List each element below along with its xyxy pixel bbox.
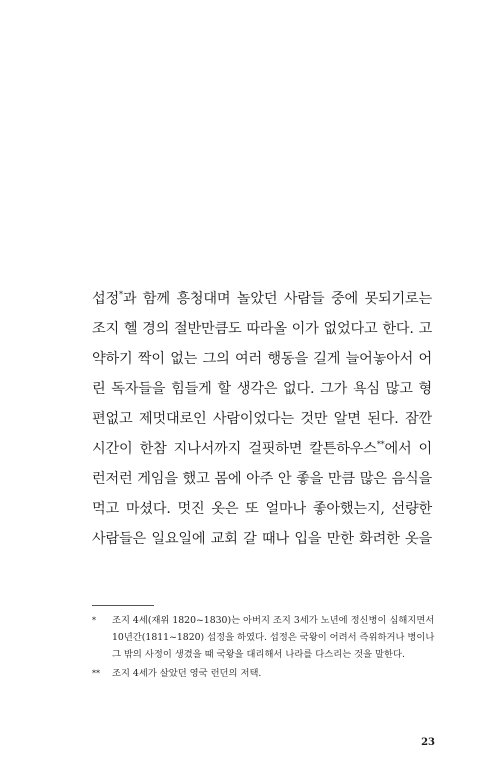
footnote-line: 10년간(1811~1820) 섭정을 하였다. 섭정은 국왕이 어려서 즉위하거나 병이나 [112,632,435,643]
footnote-line: 그 밖의 사정이 생겼을 때 국왕을 대리해서 나라를 다스리는 것을 말한다. [112,649,405,660]
footnote-line: 조지 4세가 살았던 영국 런던의 저택. [112,668,262,679]
footnote [92,665,432,682]
body-line: 조지 헬 경의 절반만큼도 따라올 이가 없었다고 한다. 고 [92,321,432,337]
footnotes [92,612,435,684]
footnote-marker: ** [92,669,100,678]
body-text [92,284,432,554]
footnote [92,612,435,663]
body-line: 린 독자들을 힘들게 할 생각은 없다. 그가 욕심 많고 형 [92,381,432,397]
body-line: 편없고 제멋대로인 사람이었다는 것만 알면 된다. 잠깐 [92,411,432,427]
footnote-divider [92,605,154,606]
page-number: 23 [421,737,435,748]
body-line: 약하기 짝이 없는 그의 여러 행동을 길게 늘어놓아서 어 [92,351,432,367]
body-line: 먹고 마셨다. 멋진 옷은 또 얼마나 좋아했는지, 선량한 [92,501,432,517]
body-line: 사람들은 일요일에 교회 갈 때나 입을 만한 화려한 옷을 [92,531,432,547]
footnote-reference: ** [376,440,385,449]
body-line: 섭정*과 함께 흥청대며 놀았던 사람들 중에 못되기로는 [92,290,432,307]
footnote-reference: * [119,290,123,299]
footnote-line: 조지 4세(재위 1820~1830)는 아버지 조지 3세가 노년에 정신병이 심해지면서 [112,615,435,626]
footnote-marker: * [92,616,96,625]
body-line: 런저런 게임을 했고 몸에 아주 안 좋을 만큼 많은 음식을 [92,471,432,487]
body-line: 시간이 한참 지나서까지 걸핏하면 칼튼하우스**에서 이 [92,440,433,457]
